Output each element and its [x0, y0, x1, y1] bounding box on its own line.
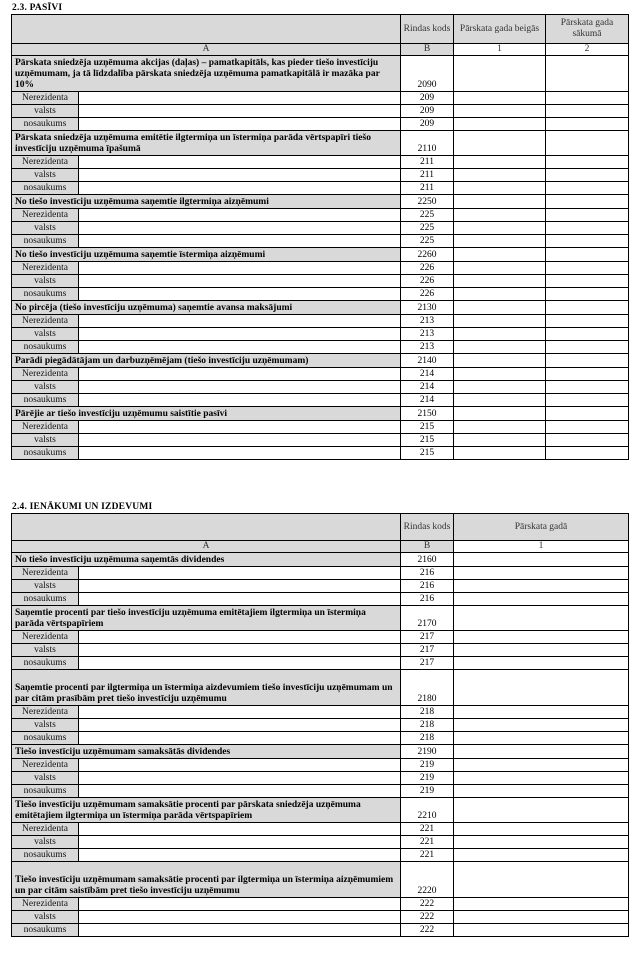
value-input-cell[interactable]	[454, 798, 629, 823]
value-input-cell[interactable]	[546, 447, 629, 460]
non-resident-label: nosaukums	[12, 924, 79, 937]
value-input-cell[interactable]	[454, 394, 546, 407]
non-resident-label: nosaukums	[12, 447, 79, 460]
country-name-input[interactable]	[79, 759, 401, 772]
value-input-cell[interactable]	[454, 328, 546, 341]
country-name-input[interactable]	[79, 341, 401, 354]
non-resident-row	[12, 849, 629, 862]
value-input-cell[interactable]	[546, 288, 629, 301]
row-code: 2170	[401, 606, 454, 631]
category-row	[12, 407, 629, 421]
country-name-input[interactable]	[79, 169, 401, 182]
sub-row-code: 209	[401, 105, 454, 118]
value-input-cell[interactable]	[546, 182, 629, 195]
value-input-cell[interactable]	[454, 288, 546, 301]
sub-row-code: 222	[401, 911, 454, 924]
non-resident-label: nosaukums	[12, 732, 79, 745]
value-input-cell[interactable]	[454, 606, 629, 631]
country-name-input[interactable]	[79, 328, 401, 341]
non-resident-row	[12, 92, 629, 105]
value-input-cell[interactable]	[546, 156, 629, 169]
category-label: Pārskata sniedzēja uzņēmuma emitētie ilgtermiņa un īstermiņa parāda vērtspapīri tiešo investīciju uzņēmuma īpašumā	[12, 131, 401, 156]
value-input-cell[interactable]	[454, 275, 546, 288]
value-input-cell[interactable]	[454, 670, 629, 706]
row-code: 2220	[401, 862, 454, 898]
non-resident-row	[12, 169, 629, 182]
non-resident-row	[12, 911, 629, 924]
non-resident-label: valsts	[12, 105, 79, 118]
value-input-cell[interactable]	[546, 195, 629, 209]
country-name-input[interactable]	[79, 836, 401, 849]
value-input-cell[interactable]	[546, 301, 629, 315]
category-label: Tiešo investīciju uzņēmumam samaksātie procenti par pārskata sniedzēja uzņēmuma emitētajiem ilgtermiņa un īstermiņa parāda vērtspapīriem	[12, 798, 401, 823]
non-resident-row	[12, 785, 629, 798]
sub-row-code: 226	[401, 288, 454, 301]
column-number-2: 2	[546, 44, 629, 56]
value-input-cell[interactable]	[454, 421, 546, 434]
value-input-cell[interactable]	[546, 222, 629, 235]
sub-row-code: 219	[401, 772, 454, 785]
row-code: 2140	[401, 354, 454, 368]
value-input-cell[interactable]	[454, 118, 546, 131]
sub-row-code: 214	[401, 394, 454, 407]
non-resident-label: valsts	[12, 580, 79, 593]
value-input-cell[interactable]	[454, 862, 629, 898]
non-resident-label: nosaukums	[12, 288, 79, 301]
value-input-cell[interactable]	[454, 593, 629, 606]
non-resident-row	[12, 631, 629, 644]
value-input-cell[interactable]	[454, 248, 546, 262]
country-name-input[interactable]	[79, 706, 401, 719]
country-name-input[interactable]	[79, 911, 401, 924]
row-code: 2250	[401, 195, 454, 209]
sub-row-code: 211	[401, 182, 454, 195]
non-resident-label: Nerezidenta	[12, 759, 79, 772]
header-row-code: Rindas kods	[401, 15, 454, 44]
sub-row-code: 213	[401, 328, 454, 341]
non-resident-label: nosaukums	[12, 182, 79, 195]
non-resident-row	[12, 567, 629, 580]
sub-row-code: 221	[401, 849, 454, 862]
country-name-input[interactable]	[79, 275, 401, 288]
sub-row-code: 225	[401, 209, 454, 222]
category-label: Parādi piegādātājam un darbuzņēmējam (tiešo investīciju uzņēmumam)	[12, 354, 401, 368]
non-resident-label: nosaukums	[12, 235, 79, 248]
value-input-cell[interactable]	[454, 580, 629, 593]
sub-row-code: 217	[401, 657, 454, 670]
non-resident-row	[12, 593, 629, 606]
non-resident-row	[12, 924, 629, 937]
value-input-cell[interactable]	[454, 407, 546, 421]
value-input-cell[interactable]	[546, 275, 629, 288]
value-input-cell[interactable]	[546, 169, 629, 182]
non-resident-label: Nerezidenta	[12, 898, 79, 911]
non-resident-label: nosaukums	[12, 118, 79, 131]
row-code: 2150	[401, 407, 454, 421]
non-resident-row	[12, 732, 629, 745]
country-name-input[interactable]	[79, 315, 401, 328]
sub-row-code: 211	[401, 156, 454, 169]
value-input-cell[interactable]	[454, 911, 629, 924]
sub-row-code: 213	[401, 315, 454, 328]
country-name-input[interactable]	[79, 644, 401, 657]
non-resident-row	[12, 156, 629, 169]
sub-row-code: 225	[401, 222, 454, 235]
category-label: Pārējie ar tiešo investīciju uzņēmumu saistītie pasīvi	[12, 407, 401, 421]
non-resident-row	[12, 275, 629, 288]
category-row	[12, 195, 629, 209]
value-input-cell[interactable]	[546, 105, 629, 118]
value-input-cell[interactable]	[454, 772, 629, 785]
sub-row-code: 214	[401, 381, 454, 394]
value-input-cell[interactable]	[546, 56, 629, 92]
non-resident-label: valsts	[12, 911, 79, 924]
value-input-cell[interactable]	[546, 131, 629, 156]
value-input-cell[interactable]	[454, 657, 629, 670]
value-input-cell[interactable]	[546, 341, 629, 354]
country-name-input[interactable]	[79, 182, 401, 195]
country-name-input[interactable]	[79, 394, 401, 407]
value-input-cell[interactable]	[454, 434, 546, 447]
ienakumi-table	[11, 513, 629, 937]
non-resident-label: Nerezidenta	[12, 156, 79, 169]
country-name-input[interactable]	[79, 368, 401, 381]
non-resident-label: valsts	[12, 644, 79, 657]
country-name-input[interactable]	[79, 381, 401, 394]
category-label: No tiešo investīciju uzņēmuma saņemtie īstermiņa aizņēmumi	[12, 248, 401, 262]
value-input-cell[interactable]	[454, 759, 629, 772]
value-input-cell[interactable]	[454, 301, 546, 315]
value-input-cell[interactable]	[454, 156, 546, 169]
non-resident-row	[12, 772, 629, 785]
header-year-end: Pārskata gada beigās	[454, 15, 546, 44]
category-row	[12, 606, 629, 631]
category-row	[12, 301, 629, 315]
sub-row-code: 226	[401, 262, 454, 275]
sub-row-code: 214	[401, 368, 454, 381]
value-input-cell[interactable]	[546, 421, 629, 434]
value-input-cell[interactable]	[546, 354, 629, 368]
sub-row-code: 215	[401, 434, 454, 447]
column-number-1: 1	[454, 44, 546, 56]
non-resident-row	[12, 719, 629, 732]
country-name-input[interactable]	[79, 719, 401, 732]
category-row	[12, 354, 629, 368]
category-label: No pircēja (tiešo investīciju uzņēmuma) saņemtie avansa maksājumi	[12, 301, 401, 315]
non-resident-row	[12, 105, 629, 118]
non-resident-label: Nerezidenta	[12, 315, 79, 328]
sub-row-code: 221	[401, 836, 454, 849]
non-resident-label: Nerezidenta	[12, 92, 79, 105]
row-code: 2130	[401, 301, 454, 315]
country-name-input[interactable]	[79, 434, 401, 447]
country-name-input[interactable]	[79, 849, 401, 862]
column-letter-a: A	[12, 541, 401, 553]
non-resident-label: valsts	[12, 222, 79, 235]
value-input-cell[interactable]	[454, 553, 629, 567]
country-name-input[interactable]	[79, 898, 401, 911]
non-resident-label: Nerezidenta	[12, 421, 79, 434]
non-resident-label: Nerezidenta	[12, 706, 79, 719]
non-resident-row	[12, 368, 629, 381]
value-input-cell[interactable]	[454, 209, 546, 222]
non-resident-row	[12, 315, 629, 328]
country-name-input[interactable]	[79, 92, 401, 105]
row-code: 2110	[401, 131, 454, 156]
row-code: 2160	[401, 553, 454, 567]
value-input-cell[interactable]	[454, 745, 629, 759]
value-input-cell[interactable]	[454, 644, 629, 657]
value-input-cell[interactable]	[454, 105, 546, 118]
country-name-input[interactable]	[79, 823, 401, 836]
value-input-cell[interactable]	[454, 381, 546, 394]
country-name-input[interactable]	[79, 209, 401, 222]
category-label: Pārskata sniedzēja uzņēmuma akcijas (daļas) – pamatkapitāls, kas pieder tiešo investīciju uzņēmumam, ja tā līdzdalība pārskata sniedzēja uzņēmuma pamatkapitālā ir mazāka par 10%	[12, 56, 401, 92]
row-code: 2210	[401, 798, 454, 823]
value-input-cell[interactable]	[454, 354, 546, 368]
sub-row-code: 222	[401, 898, 454, 911]
category-row	[12, 553, 629, 567]
non-resident-row	[12, 657, 629, 670]
sub-row-code: 225	[401, 235, 454, 248]
country-name-input[interactable]	[79, 105, 401, 118]
sub-row-code: 218	[401, 732, 454, 745]
pasivi-table	[11, 14, 629, 460]
header-reporting-year: Pārskata gadā	[454, 514, 629, 541]
non-resident-row	[12, 118, 629, 131]
column-letter-b: B	[401, 44, 454, 56]
sub-row-code: 213	[401, 341, 454, 354]
non-resident-label: nosaukums	[12, 593, 79, 606]
country-name-input[interactable]	[79, 924, 401, 937]
value-input-cell[interactable]	[454, 631, 629, 644]
sub-row-code: 215	[401, 421, 454, 434]
non-resident-label: valsts	[12, 719, 79, 732]
sub-row-code: 222	[401, 924, 454, 937]
sub-row-code: 217	[401, 631, 454, 644]
value-input-cell[interactable]	[546, 394, 629, 407]
column-number-1: 1	[454, 541, 629, 553]
row-code: 2180	[401, 670, 454, 706]
value-input-cell[interactable]	[454, 836, 629, 849]
value-input-cell[interactable]	[546, 381, 629, 394]
non-resident-row	[12, 898, 629, 911]
value-input-cell[interactable]	[454, 169, 546, 182]
non-resident-label: nosaukums	[12, 341, 79, 354]
non-resident-row	[12, 836, 629, 849]
country-name-input[interactable]	[79, 222, 401, 235]
non-resident-row	[12, 421, 629, 434]
non-resident-row	[12, 341, 629, 354]
value-input-cell[interactable]	[454, 849, 629, 862]
non-resident-label: valsts	[12, 169, 79, 182]
country-name-input[interactable]	[79, 567, 401, 580]
sub-row-code: 216	[401, 567, 454, 580]
non-resident-row	[12, 580, 629, 593]
non-resident-label: Nerezidenta	[12, 209, 79, 222]
sub-row-code: 226	[401, 275, 454, 288]
country-name-input[interactable]	[79, 732, 401, 745]
value-input-cell[interactable]	[454, 567, 629, 580]
country-name-input[interactable]	[79, 421, 401, 434]
value-input-cell[interactable]	[454, 262, 546, 275]
country-name-input[interactable]	[79, 118, 401, 131]
sub-row-code: 215	[401, 447, 454, 460]
non-resident-row	[12, 328, 629, 341]
value-input-cell[interactable]	[454, 315, 546, 328]
row-code: 2190	[401, 745, 454, 759]
non-resident-label: nosaukums	[12, 394, 79, 407]
non-resident-label: Nerezidenta	[12, 823, 79, 836]
country-name-input[interactable]	[79, 631, 401, 644]
sub-row-code: 219	[401, 785, 454, 798]
category-label: No tiešo investīciju uzņēmuma saņemtās dividendes	[12, 553, 401, 567]
row-code: 2090	[401, 56, 454, 92]
country-name-input[interactable]	[79, 772, 401, 785]
value-input-cell[interactable]	[454, 195, 546, 209]
value-input-cell[interactable]	[546, 434, 629, 447]
non-resident-label: nosaukums	[12, 849, 79, 862]
sub-row-code: 219	[401, 759, 454, 772]
category-row	[12, 862, 629, 898]
non-resident-label: Nerezidenta	[12, 368, 79, 381]
value-input-cell[interactable]	[454, 131, 546, 156]
category-row	[12, 798, 629, 823]
non-resident-label: nosaukums	[12, 657, 79, 670]
sub-row-code: 209	[401, 118, 454, 131]
value-input-cell[interactable]	[454, 235, 546, 248]
non-resident-row	[12, 262, 629, 275]
non-resident-label: nosaukums	[12, 785, 79, 798]
value-input-cell[interactable]	[454, 92, 546, 105]
category-row	[12, 248, 629, 262]
value-input-cell[interactable]	[454, 368, 546, 381]
category-label: No tiešo investīciju uzņēmuma saņemtie ilgtermiņa aizņēmumi	[12, 195, 401, 209]
sub-row-code: 218	[401, 719, 454, 732]
country-name-input[interactable]	[79, 156, 401, 169]
section-title-ienakumi: 2.4. IENĀKUMI UN IZDEVUMI	[12, 502, 153, 512]
non-resident-row	[12, 644, 629, 657]
value-input-cell[interactable]	[454, 732, 629, 745]
country-name-input[interactable]	[79, 235, 401, 248]
value-input-cell[interactable]	[546, 262, 629, 275]
non-resident-row	[12, 394, 629, 407]
sub-row-code: 209	[401, 92, 454, 105]
category-label: Tiešo investīciju uzņēmumam samaksātie procenti par ilgtermiņa un īstermiņa aizņēmumiem un par citām saistībām pret tiešo investīciju uzņēmumu	[12, 862, 401, 898]
non-resident-label: Nerezidenta	[12, 262, 79, 275]
sub-row-code: 216	[401, 593, 454, 606]
country-name-input[interactable]	[79, 593, 401, 606]
country-name-input[interactable]	[79, 262, 401, 275]
value-input-cell[interactable]	[546, 118, 629, 131]
non-resident-row	[12, 182, 629, 195]
value-input-cell[interactable]	[454, 706, 629, 719]
non-resident-row	[12, 288, 629, 301]
value-input-cell[interactable]	[454, 823, 629, 836]
non-resident-row	[12, 381, 629, 394]
value-input-cell[interactable]	[546, 368, 629, 381]
non-resident-row	[12, 759, 629, 772]
country-name-input[interactable]	[79, 580, 401, 593]
sub-row-code: 221	[401, 823, 454, 836]
category-row	[12, 131, 629, 156]
category-row	[12, 56, 629, 92]
sub-row-code: 211	[401, 169, 454, 182]
non-resident-row	[12, 209, 629, 222]
country-name-input[interactable]	[79, 288, 401, 301]
non-resident-row	[12, 235, 629, 248]
category-row	[12, 745, 629, 759]
non-resident-label: Nerezidenta	[12, 567, 79, 580]
non-resident-row	[12, 434, 629, 447]
value-input-cell[interactable]	[454, 719, 629, 732]
section-title-pasivi: 2.3. PASĪVI	[12, 3, 63, 13]
country-name-input[interactable]	[79, 447, 401, 460]
value-input-cell[interactable]	[454, 341, 546, 354]
value-input-cell[interactable]	[546, 315, 629, 328]
non-resident-row	[12, 823, 629, 836]
row-code: 2260	[401, 248, 454, 262]
value-input-cell[interactable]	[546, 92, 629, 105]
non-resident-label: valsts	[12, 772, 79, 785]
category-label: Tiešo investīciju uzņēmumam samaksātās dividendes	[12, 745, 401, 759]
header-year-start: Pārskata gada sākumā	[546, 15, 629, 44]
non-resident-label: valsts	[12, 275, 79, 288]
sub-row-code: 216	[401, 580, 454, 593]
non-resident-label: valsts	[12, 328, 79, 341]
value-input-cell[interactable]	[546, 209, 629, 222]
sub-row-code: 218	[401, 706, 454, 719]
value-input-cell[interactable]	[546, 248, 629, 262]
value-input-cell[interactable]	[454, 924, 629, 937]
value-input-cell[interactable]	[454, 56, 546, 92]
header-blank	[12, 15, 401, 44]
sub-row-code: 217	[401, 644, 454, 657]
value-input-cell[interactable]	[546, 407, 629, 421]
value-input-cell[interactable]	[454, 898, 629, 911]
value-input-cell[interactable]	[546, 235, 629, 248]
non-resident-row	[12, 447, 629, 460]
value-input-cell[interactable]	[454, 182, 546, 195]
header-row-code: Rindas kods	[401, 514, 454, 541]
value-input-cell[interactable]	[546, 328, 629, 341]
column-letter-a: A	[12, 44, 401, 56]
country-name-input[interactable]	[79, 657, 401, 670]
category-label: Saņemtie procenti par tiešo investīciju uzņēmuma emitētajiem ilgtermiņa un īstermiņa parāda vērtspapīriem	[12, 606, 401, 631]
non-resident-label: Nerezidenta	[12, 631, 79, 644]
country-name-input[interactable]	[79, 785, 401, 798]
category-row	[12, 670, 629, 706]
header-blank	[12, 514, 401, 541]
non-resident-label: valsts	[12, 381, 79, 394]
non-resident-row	[12, 706, 629, 719]
non-resident-label: valsts	[12, 434, 79, 447]
column-letter-b: B	[401, 541, 454, 553]
non-resident-label: valsts	[12, 836, 79, 849]
category-label: Saņemtie procenti par ilgtermiņa un īstermiņa aizdevumiem tiešo investīciju uzņēmumam un par citām prasībām pret tiešo investīciju uzņēmumu	[12, 670, 401, 706]
value-input-cell[interactable]	[454, 785, 629, 798]
non-resident-row	[12, 222, 629, 235]
value-input-cell[interactable]	[454, 447, 546, 460]
value-input-cell[interactable]	[454, 222, 546, 235]
